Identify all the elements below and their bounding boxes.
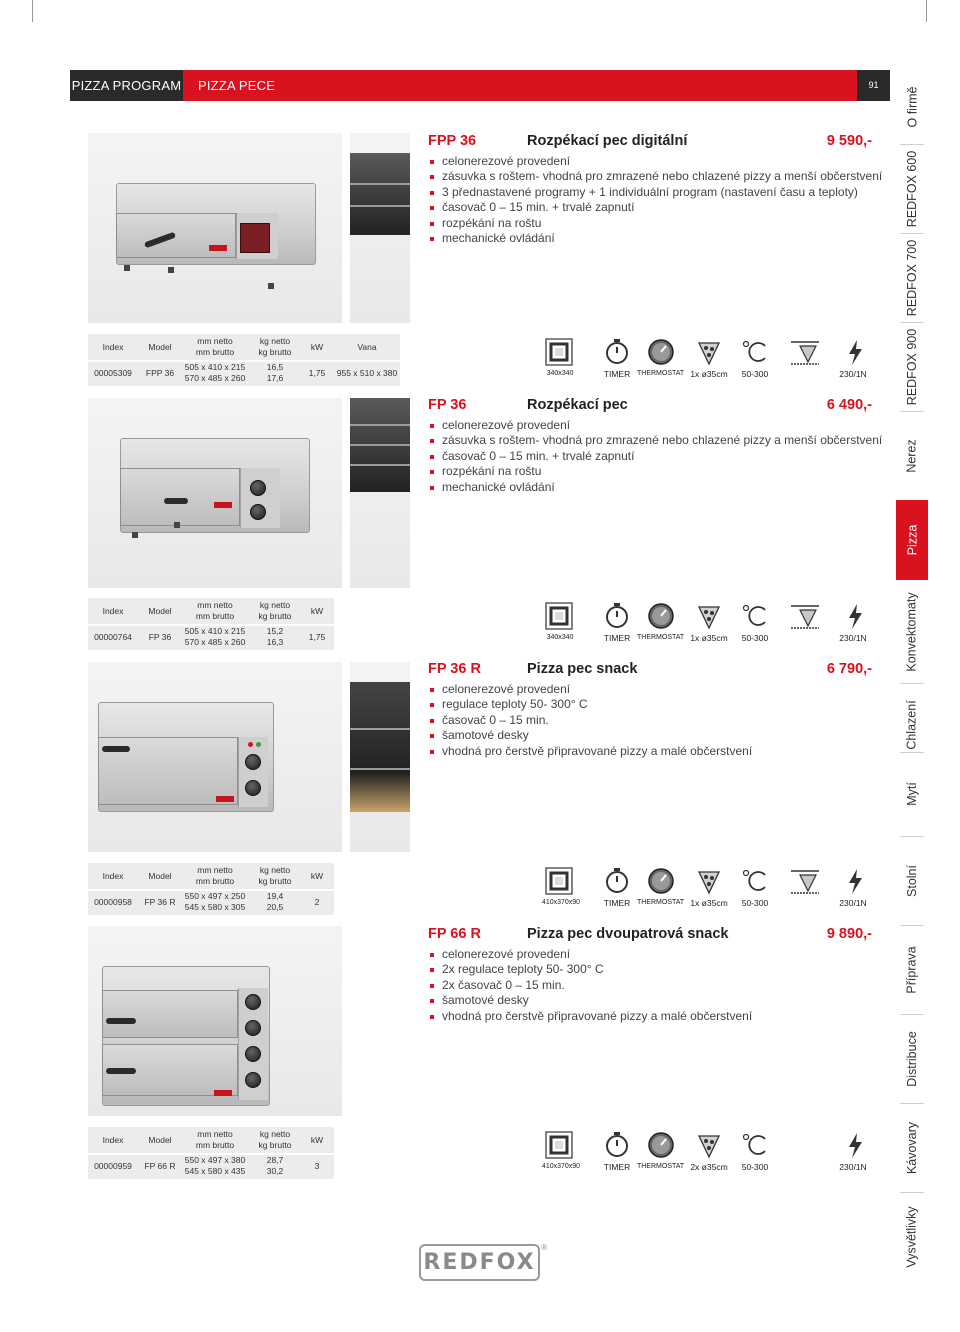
spec-table-fp36: Index Model mm netto mm brutto kg netto kg brutto kW 00000764 FP 36 505 x 410 x 215 570 x 485 x 260 15,2 16,3 1,75 bbox=[88, 598, 334, 648]
tab-kavovary[interactable]: Kávovary bbox=[905, 1121, 920, 1175]
grid-size-icon bbox=[545, 1131, 573, 1159]
pizza-icon bbox=[695, 1131, 723, 1159]
icon-label-size: 410x370x90 bbox=[541, 899, 581, 906]
temperature-icon bbox=[741, 602, 769, 630]
feature-item: vhodná pro čerstvě připravované pizzy a malé občerstvení bbox=[428, 1009, 752, 1024]
feature-item: vhodná pro čerstvě připravované pizzy a malé občerstvení bbox=[428, 744, 752, 759]
feature-item: celonerezové provedení bbox=[428, 682, 752, 697]
icon-row bbox=[541, 1131, 875, 1172]
feature-item: regulace teploty 50- 300° C bbox=[428, 697, 752, 712]
feature-item: časovač 0 – 15 min. bbox=[428, 713, 752, 728]
section-header-bar bbox=[70, 70, 890, 101]
tab-redfox-600[interactable]: REDFOX 600 bbox=[905, 150, 920, 228]
product-name: Pizza pec dvoupatrová snack bbox=[527, 926, 729, 942]
timer-icon bbox=[603, 338, 631, 366]
crop-mark bbox=[926, 0, 927, 22]
feature-item: zásuvka s roštem- vhodná pro zmrazené nebo chlazené pizzy a menší občerstvení bbox=[428, 169, 882, 184]
brand-name: REDFOX bbox=[423, 1250, 536, 1275]
feature-item: 2x časovač 0 – 15 min. bbox=[428, 978, 752, 993]
timer-icon bbox=[603, 602, 631, 630]
grid-size-icon bbox=[545, 338, 573, 366]
product-price: 6 790,- bbox=[826, 661, 872, 677]
icon-label-thermostat: THERMOSTAT bbox=[637, 1163, 685, 1170]
spec-table-fp66r: Index Model mm netto mm brutto kg netto kg brutto kW 00000959 FP 66 R 550 x 497 x 380 545 x 580 x 435 28,7 30,2 3 bbox=[88, 1127, 334, 1177]
tab-myti[interactable]: Mytí bbox=[904, 782, 919, 806]
feature-item: zásuvka s roštem- vhodná pro zmrazené nebo chlazené pizzy a menší občerstvení bbox=[428, 433, 882, 448]
feature-item: časovač 0 – 15 min. + trvalé zapnutí bbox=[428, 200, 882, 215]
pizza-icon bbox=[695, 602, 723, 630]
product-photo-fp36 bbox=[88, 398, 342, 588]
tab-redfox-900[interactable]: REDFOX 900 bbox=[905, 328, 920, 406]
icon-row bbox=[545, 338, 875, 378]
icon-label-thermostat: THERMOSTAT bbox=[637, 899, 685, 906]
product-price: 6 490,- bbox=[826, 397, 872, 413]
tab-konvektomaty[interactable]: Konvektomaty bbox=[905, 592, 919, 672]
product-photo-fp36r-interior bbox=[350, 662, 410, 852]
icon-label-size: 340x340 bbox=[546, 370, 574, 377]
icon-label-temp: 50-300 bbox=[741, 369, 769, 379]
power-icon bbox=[841, 338, 869, 366]
pizza-icon bbox=[695, 338, 723, 366]
redfox-logo bbox=[419, 1243, 547, 1281]
product-code: FPP 36 bbox=[428, 133, 477, 149]
grid-size-icon bbox=[545, 602, 573, 630]
side-navigation bbox=[896, 70, 928, 1270]
chamotte-plate-icon bbox=[785, 602, 825, 630]
page-number: 91 bbox=[857, 70, 890, 101]
product-photo-fp66r bbox=[88, 926, 342, 1116]
icon-label-power: 230/1N bbox=[839, 369, 867, 379]
icon-label-pizza: 1x ø35cm bbox=[690, 898, 728, 908]
temperature-icon bbox=[741, 867, 769, 895]
temperature-icon bbox=[741, 1131, 769, 1159]
spec-table-fpp36: Index Model mm netto mm brutto kg netto kg brutto kW Vana 00005309 FPP 36 505 x 410 x 215 570 x 485 x 260 16,5 17,6 1,75 955 x 510 x 380 bbox=[88, 334, 400, 384]
feature-item: rozpékání na roštu bbox=[428, 464, 882, 479]
product-name: Rozpékací pec bbox=[527, 397, 628, 413]
icon-label-timer: TIMER bbox=[603, 369, 631, 379]
feature-item: mechanické ovládání bbox=[428, 231, 882, 246]
tab-pizza[interactable]: Pizza bbox=[896, 500, 928, 580]
crop-mark bbox=[32, 0, 33, 22]
icon-label-thermostat: THERMOSTAT bbox=[637, 634, 685, 641]
tab-priprava[interactable]: Příprava bbox=[905, 946, 919, 994]
icon-row bbox=[545, 602, 875, 642]
tab-redfox-700[interactable]: REDFOX 700 bbox=[905, 239, 920, 317]
icon-row bbox=[541, 867, 875, 908]
icon-label-power: 230/1N bbox=[839, 633, 867, 643]
feature-list bbox=[428, 154, 882, 246]
registered-mark: ® bbox=[541, 1243, 547, 1252]
product-price: 9 890,- bbox=[826, 926, 872, 942]
feature-item: šamotové desky bbox=[428, 993, 752, 1008]
icon-label-timer: TIMER bbox=[603, 898, 631, 908]
tab-chlazeni[interactable]: Chlazení bbox=[905, 700, 919, 750]
product-code: FP 36 bbox=[428, 397, 467, 413]
icon-label-pizza: 2x ø35cm bbox=[690, 1162, 728, 1172]
icon-label-pizza: 1x ø35cm bbox=[690, 633, 728, 643]
feature-item: 2x regulace teploty 50- 300° C bbox=[428, 962, 752, 977]
product-code: FP 36 R bbox=[428, 661, 481, 677]
tab-distribuce[interactable]: Distribuce bbox=[905, 1031, 920, 1087]
tab-vysvetlivky[interactable]: Vysvětlivky bbox=[905, 1206, 920, 1268]
feature-item: rozpékání na roštu bbox=[428, 216, 882, 231]
feature-item: mechanické ovládání bbox=[428, 480, 882, 495]
product-name: Rozpékací pec digitální bbox=[527, 133, 688, 149]
icon-label-timer: TIMER bbox=[603, 633, 631, 643]
feature-item: celonerezové provedení bbox=[428, 418, 882, 433]
product-price: 9 590,- bbox=[826, 133, 872, 149]
pizza-icon bbox=[695, 867, 723, 895]
tab-o-firme[interactable]: O firmě bbox=[905, 86, 920, 128]
icon-label-power: 230/1N bbox=[839, 1162, 867, 1172]
icon-label-pizza: 1x ø35cm bbox=[690, 369, 728, 379]
product-name: Pizza pec snack bbox=[527, 661, 638, 677]
icon-label-size: 340x340 bbox=[546, 634, 574, 641]
subsection-label: PIZZA PECE bbox=[198, 78, 276, 93]
icon-label-size: 410x370x90 bbox=[541, 1163, 581, 1170]
power-icon bbox=[841, 602, 869, 630]
product-code: FP 66 R bbox=[428, 926, 481, 942]
feature-list bbox=[428, 682, 752, 759]
tab-stolni[interactable]: Stolní bbox=[905, 865, 919, 897]
product-photo-fp36-interior bbox=[350, 398, 410, 588]
power-icon bbox=[841, 867, 869, 895]
thermostat-icon bbox=[647, 867, 675, 895]
spec-table-fp36r: Index Model mm netto mm brutto kg netto kg brutto kW 00000958 FP 36 R 550 x 497 x 250 545 x 580 x 305 19,4 20,5 2 bbox=[88, 863, 334, 913]
feature-item: časovač 0 – 15 min. + trvalé zapnutí bbox=[428, 449, 882, 464]
tab-nerez[interactable]: Nerez bbox=[905, 439, 919, 473]
product-photo-fpp36-interior bbox=[350, 133, 410, 323]
thermostat-icon bbox=[647, 602, 675, 630]
icon-label-power: 230/1N bbox=[839, 898, 867, 908]
feature-item: celonerezové provedení bbox=[428, 947, 752, 962]
feature-list bbox=[428, 947, 752, 1024]
chamotte-plate-icon bbox=[785, 867, 825, 895]
section-label: PIZZA PROGRAM bbox=[70, 70, 183, 101]
grid-size-icon bbox=[545, 867, 573, 895]
icon-label-temp: 50-300 bbox=[741, 898, 769, 908]
timer-icon bbox=[603, 867, 631, 895]
icon-label-timer: TIMER bbox=[603, 1162, 631, 1172]
thermostat-icon bbox=[647, 338, 675, 366]
product-photo-fpp36 bbox=[88, 133, 342, 323]
icon-label-temp: 50-300 bbox=[741, 1162, 769, 1172]
temperature-icon bbox=[741, 338, 769, 366]
feature-list bbox=[428, 418, 882, 495]
thermostat-icon bbox=[647, 1131, 675, 1159]
feature-item: celonerezové provedení bbox=[428, 154, 882, 169]
product-photo-fp36r bbox=[88, 662, 342, 852]
feature-item: 3 přednastavené programy + 1 individuální program (nastavení času a teploty) bbox=[428, 185, 882, 200]
timer-icon bbox=[603, 1131, 631, 1159]
icon-label-temp: 50-300 bbox=[741, 633, 769, 643]
feature-item: šamotové desky bbox=[428, 728, 752, 743]
icon-label-thermostat: THERMOSTAT bbox=[637, 370, 685, 377]
chamotte-plate-icon bbox=[785, 338, 825, 366]
power-icon bbox=[841, 1131, 869, 1159]
